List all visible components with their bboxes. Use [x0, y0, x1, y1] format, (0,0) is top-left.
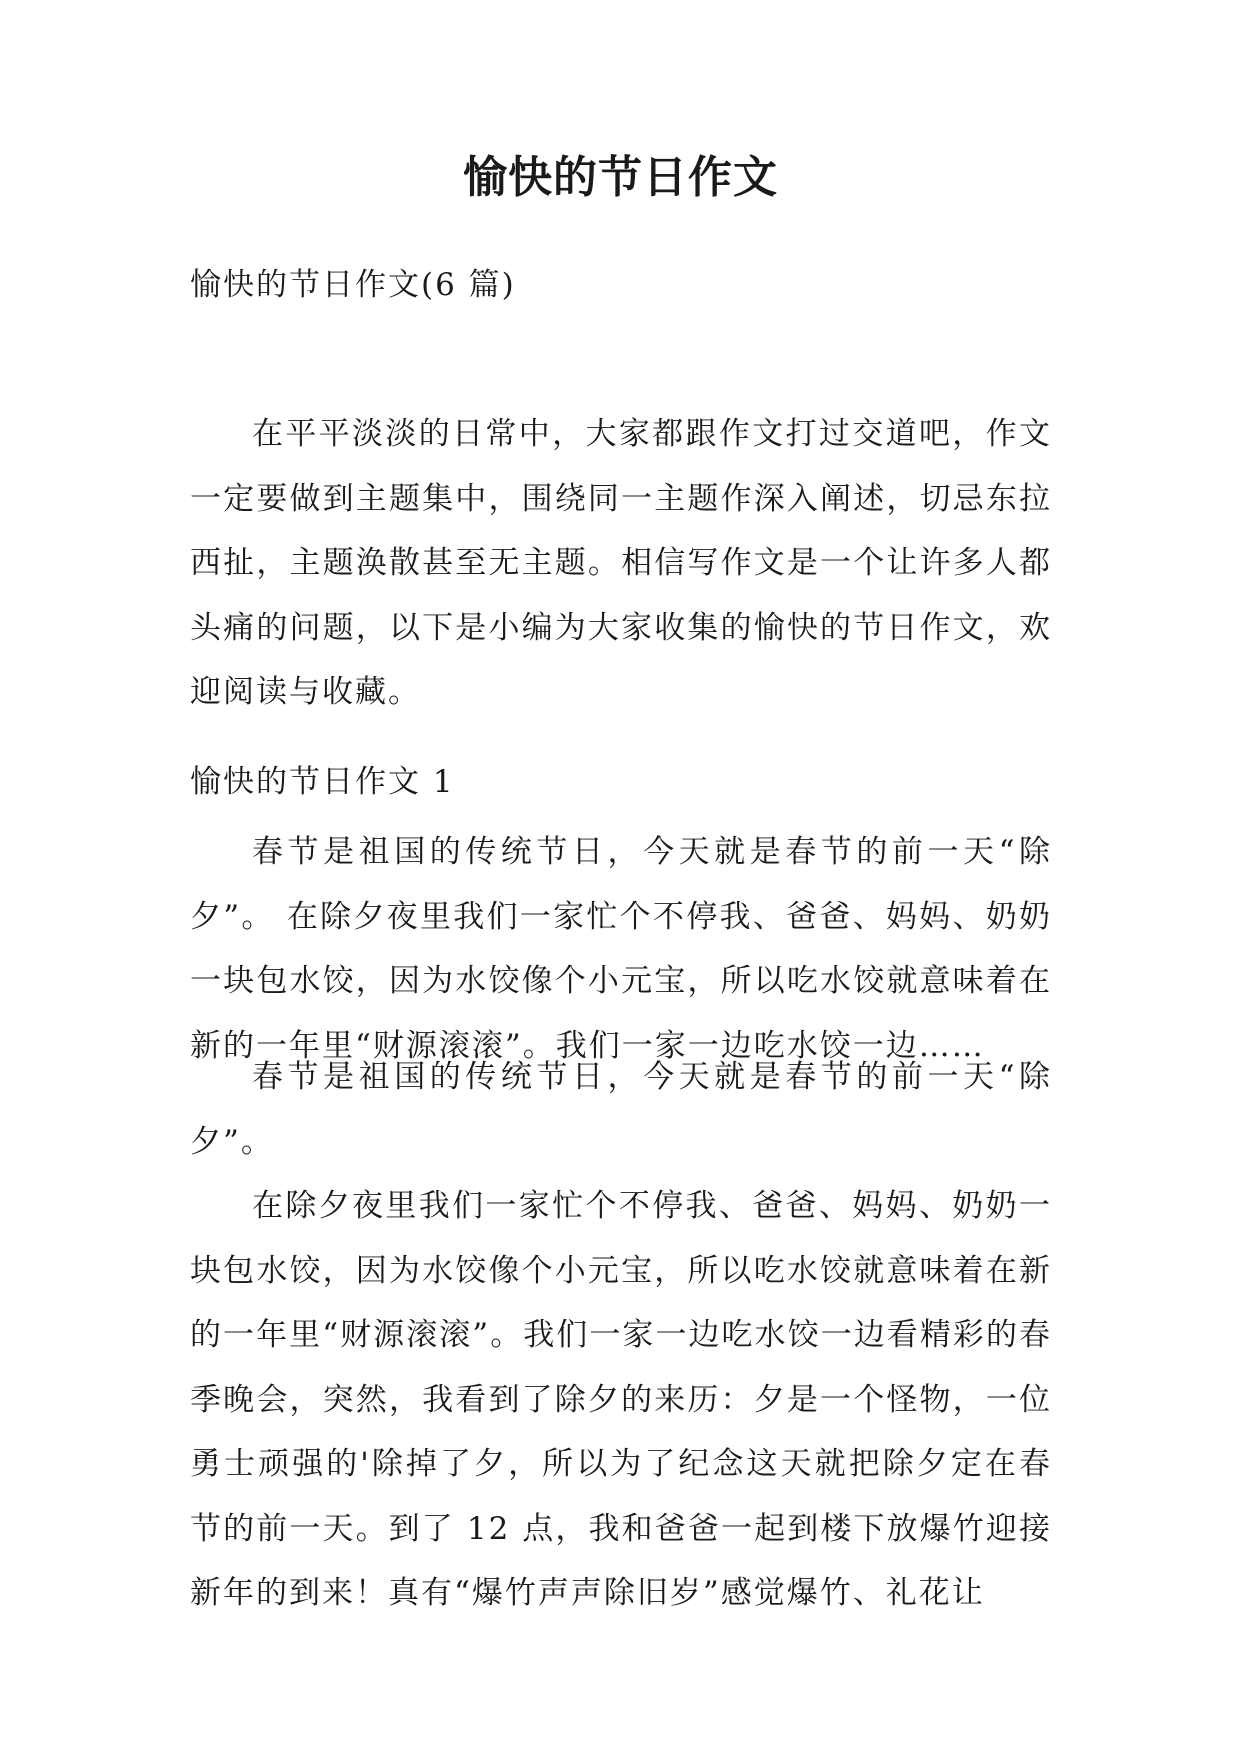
body-paragraph: 春节是祖国的传统节日，今天就是春节的前一天“除夕”。 在除夕夜里我们一家忙个不停我、爸爸、妈妈、奶奶一块包水饺，因为水饺像个小元宝，所以吃水饺就意味着在新的一年里“财源滚滚”。我们一家一边吃水饺一边…… [190, 834, 1052, 1064]
intro-paragraph: 在平平淡淡的日常中，大家都跟作文打过交道吧，作文一定要做到主题集中，围绕同一主题作深入阐述，切忌东拉西扯，主题涣散甚至无主题。相信写作文是一个让许多人都头痛的问题，以下是小编为大家收集的愉快的节日作文，欢迎阅读与收藏。 [190, 416, 1052, 710]
body-paragraph: 春节是祖国的传统节日，今天就是春节的前一天“除夕”。 [190, 1059, 1052, 1160]
section-heading: 愉快的节日作文 1 [190, 764, 455, 800]
document-subtitle: 愉快的节日作文(6 篇) [190, 267, 516, 303]
document-title: 愉快的节日作文 [463, 152, 778, 203]
body-paragraph: 在除夕夜里我们一家忙个不停我、爸爸、妈妈、奶奶一块包水饺，因为水饺像个小元宝，所以吃水饺就意味着在新的一年里“财源滚滚”。我们一家一边吃水饺一边看精彩的春季晚会，突然，我看到了除夕的来历：夕是一个怪物，一位勇士顽强的'除掉了夕，所以为了纪念这天就把除夕定在春节的前一天。到了 12 点，我和爸爸一起到楼下放爆竹迎接新年的到来！真有“爆竹声声除旧岁”感觉爆竹、礼花让 [190, 1188, 1052, 1611]
